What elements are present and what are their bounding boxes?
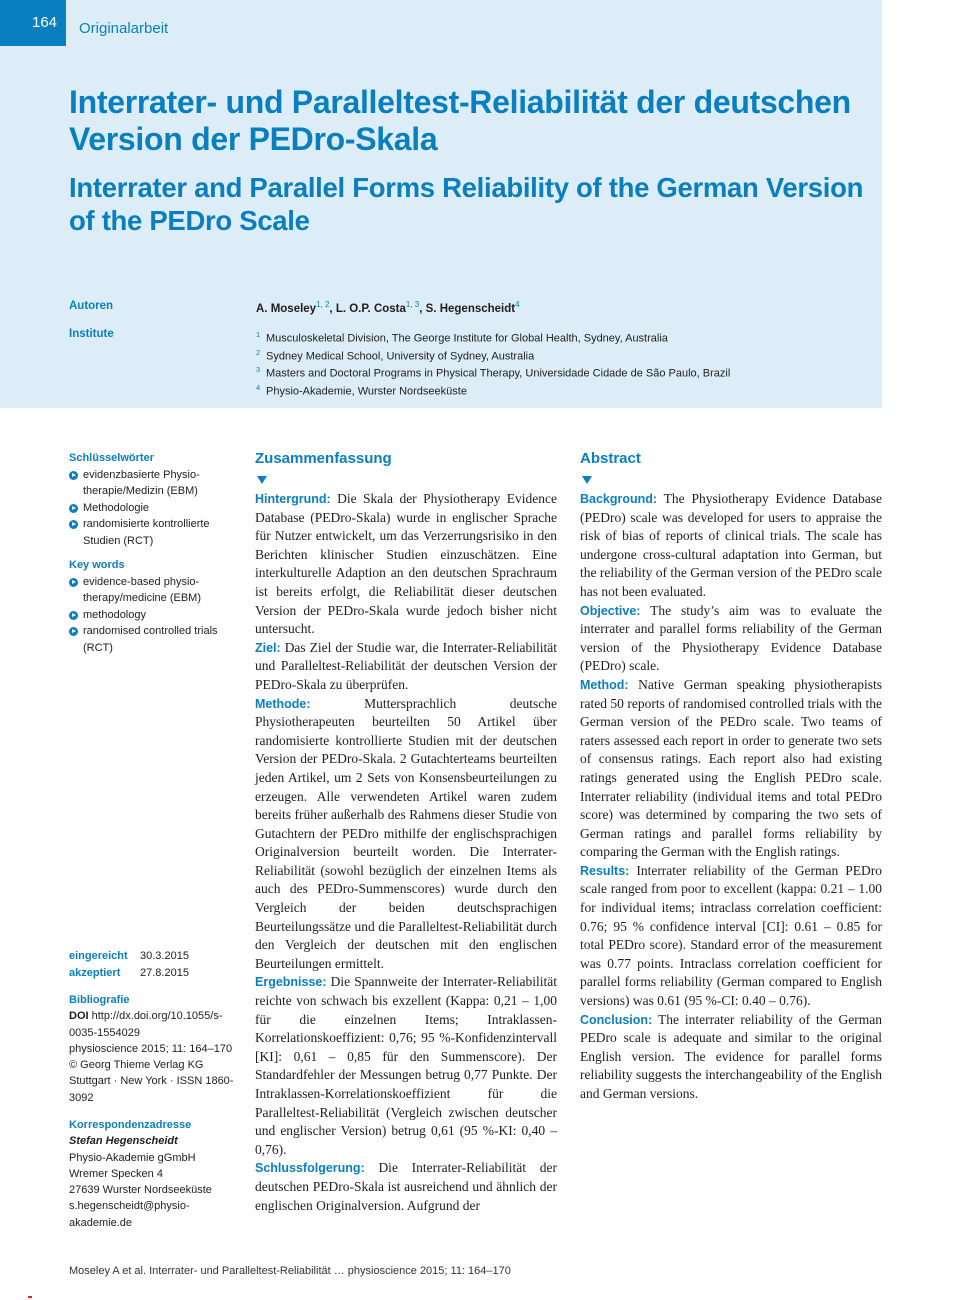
- keyword-text: Methodologie: [83, 501, 150, 514]
- section-label: Ergebnisse:: [255, 975, 327, 990]
- keyword-text: methodology: [83, 608, 146, 621]
- affiliation-marker: 1, 2: [316, 300, 330, 309]
- abstract-paragraph: [255, 695, 557, 974]
- bullet-arrow-icon: [69, 520, 78, 529]
- correspondence-name: Stefan Hegenscheidt: [69, 1135, 178, 1148]
- abstract-paragraph: [255, 1159, 557, 1215]
- correspondence-heading: Korrespondenzadresse: [69, 1119, 192, 1131]
- section-label: Method:: [580, 677, 629, 692]
- affiliation-marker: 4: [515, 300, 520, 309]
- keywords-sidebar: [69, 450, 234, 656]
- section-text: Interrater reliability of the German PEDro scale ranged from poor to excellent (kappa: 0.21 – 1.00 for individual items; intraclass correlation coefficient: 0.76; 95 % confidence interval [CI]: 0.61 – 0.85 for total PEDro score). Standard error of the measurement was 0.77 points. Intraclass correlation coefficient for parallel forms reliability (German compared to English versions) was 0.61 (95 %-CI: 0.40 – 0.76).: [580, 862, 882, 1009]
- email-link[interactable]: s.hegenscheidt@physio-akademie.de: [69, 1200, 190, 1229]
- institute-item: [256, 363, 876, 381]
- section-text: The study’s aim was to evaluate the interrater and parallel forms reliability of the German version of the Physiotherapy Evidence Database (PEDro) scale.: [580, 602, 882, 674]
- section-text: Die Interrater-Reliabilität der deutschen PEDro-Skala ist ausreichend und ähnlich der englischen Originalversion. Aufgrund der: [255, 1160, 557, 1213]
- institute-text: Physio-Akademie, Wurster Nordseeküste: [266, 385, 467, 398]
- title-banner: [0, 0, 882, 408]
- page-number: 164: [0, 0, 66, 46]
- section-label: Background:: [580, 492, 658, 506]
- keyword-item: [69, 574, 234, 607]
- abstract-english: [580, 450, 882, 1104]
- institute-list: [256, 328, 876, 399]
- section-label: Methode:: [255, 696, 311, 711]
- section-label: Hintergrund:: [255, 492, 331, 506]
- section-label: Originalarbeit: [79, 20, 169, 37]
- section-text: Die Spannweite der Interrater-Reliabilität reichte von schwach bis exzellent (Kappa: 0,21 – 1,00 für die einzelnen Items; Intraklassen-Korrelationskoeffizient: 0,76; 95 %-Konfidenzintervall [KI]: 0,61 – 0,85 für den Summenscore). Der Standardfehler der Messungen betrug 0,77 Punkte. Der Intraklassen-Korrelationskoeffizient für die Paralleltest-Reliabilität (Vergleich zwischen deutscher und englischer Version) betrug 0,61 (95 %-KI: 0,40 – 0,76).: [255, 974, 557, 1157]
- section-text: Die Skala der Physiotherapy Evidence Database (PEDro-Skala) wurde in englischer Sprache für Nutzer entwickelt, um das Verzerrungsrisiko in den Berichten klinischer Studien einzuschätzen. Eine interkulturelle Adaption an den deutschen Sprachraum ist bereits erfolgt, die Reliabilität dieser deutschen Version der PEDro-Skala wurde jedoch bisher nicht untersucht.: [255, 491, 557, 637]
- keyword-item: [69, 467, 234, 500]
- citation: physioscience 2015; 11: 164–170 © Georg Thieme Verlag KG Stuttgart · New York · ISSN 1860-3092: [69, 1042, 234, 1104]
- affiliation-marker: 1, 3: [405, 300, 420, 309]
- section-label: Results:: [580, 863, 630, 878]
- doi-label: DOI: [69, 1010, 89, 1023]
- author-name: S. Hegenscheidt: [425, 302, 516, 315]
- institute-item: [256, 381, 876, 399]
- author-name: A. Moseley: [256, 302, 317, 315]
- institute-number: 3: [256, 365, 261, 375]
- crop-mark: [28, 1296, 32, 1298]
- section-text: Das Ziel der Studie war, die Interrater-Reliabilität und Paralleltest-Reliabilität der deutschen Version der PEDro-Skala zu überprüfen.: [255, 639, 557, 692]
- keyword-item: [69, 623, 234, 656]
- institute-number: 2: [256, 347, 261, 357]
- submission-dates: [69, 948, 189, 981]
- address-line: Wremer Specken 4: [69, 1167, 163, 1180]
- keywords-de-heading: Schlüsselwörter: [69, 452, 154, 464]
- institute-text: Masters and Doctoral Programs in Physical Therapy, Universidade Cidade de São Paulo, Brazil: [266, 367, 731, 380]
- keyword-item: [69, 516, 234, 549]
- abstract-paragraph: [255, 639, 557, 695]
- abstract-paragraph: [255, 490, 557, 639]
- title-german: Interrater- und Paralleltest-Reliabilität der deutschen Version der PEDro-Skala: [69, 84, 851, 157]
- bullet-arrow-icon: [69, 578, 78, 587]
- institute-number: 1: [256, 330, 261, 339]
- abstract-paragraph: [255, 973, 557, 1159]
- keyword-text: evidence-based physio-therapy/medicine (EBM): [83, 575, 201, 604]
- institute-text: Sydney Medical School, University of Sydney, Australia: [266, 350, 535, 363]
- abstract-german: [255, 450, 557, 1215]
- institute-text: Musculoskeletal Division, The George Institute for Global Health, Sydney, Australia: [266, 332, 668, 345]
- doi-link[interactable]: http://dx.doi.org/10.1055/s-0035-1554029: [69, 1010, 223, 1039]
- author-name: L. O.P. Costa: [335, 302, 406, 315]
- author-list: A. Moseley$^{1, 2}$, L. O.P. Costa$^{1, 3}$, S. Hegenscheidt$^4$: [256, 300, 520, 315]
- received-date: 30.3.2015: [140, 950, 189, 962]
- bullet-arrow-icon: [69, 627, 78, 636]
- keyword-item: [69, 500, 234, 517]
- keyword-text: randomisierte kontrollierte Studien (RCT): [83, 518, 210, 547]
- section-text: The interrater reliability of the German PEDro scale is adequate and similar to the original English version. The evidence for parallel forms reliability suggests the interchangeability of the English and German versions.: [580, 1011, 882, 1101]
- institute-item: [256, 328, 876, 346]
- abstract-en-heading: Abstract: [580, 450, 641, 467]
- bullet-arrow-icon: [69, 471, 78, 480]
- accepted-label: akzeptiert: [69, 966, 121, 979]
- address-line: 27639 Wurster Nordseeküste: [69, 1184, 212, 1197]
- bibliography-heading: Bibliografie: [69, 994, 130, 1006]
- triangle-down-icon: [257, 476, 267, 484]
- abstract-paragraph: [580, 862, 882, 1011]
- running-footer: Moseley A et al. Interrater- und Paralleltest-Reliabilität … physioscience 2015; 11: 164–170: [69, 1265, 511, 1277]
- correspondence: [69, 1117, 239, 1231]
- institute-number: 4: [256, 382, 261, 392]
- received-label: eingereicht: [69, 950, 128, 962]
- bullet-arrow-icon: [69, 611, 78, 620]
- section-label: Schlussfolgerung:: [255, 1161, 365, 1176]
- section-text: Native German speaking physiotherapists rated 50 reports of randomised controlled trials with the German version of the PEDro scale. Two teams of raters assessed each report in order to generate two sets of consensus ratings. Each report also had existing ratings generated using the English PEDro scale. Interrater reliability (individual items and total PEDro score) was determined by comparing the two sets of German ratings and parallel forms reliability by comparing the German with the English ratings.: [580, 676, 882, 860]
- keyword-text: randomised controlled trials (RCT): [83, 625, 218, 654]
- abstract-paragraph: [580, 490, 882, 602]
- keywords-en-heading: Key words: [69, 559, 125, 571]
- section-text: The Physiotherapy Evidence Database (PEDro) scale was developed for users to appraise the risk of bias of reports of clinical trials. The scale has undergone cross-cultural adaptation into German, but the reliability of the German version of the PEDro scale has not been evaluated.: [580, 491, 882, 599]
- accepted-date: 27.8.2015: [140, 966, 189, 979]
- triangle-down-icon: [582, 476, 592, 484]
- bibliography: [69, 992, 239, 1106]
- section-text: Muttersprachlich deutsche Physiotherapeuten beurteilten 50 Artikel über randomisierte kontrollierte Studien mit der deutschen Version der PEDro-Skala. 2 Gutachterteams beurteilten jeden Artikel, um 2 Sets von Konsensbeurteilungen zu erzeugen. Alle verwendeten Artikel waren zudem bereits früher außerhalb des Rahmens dieser Studie von Gutachtern der PEDro mithilfe der englischsprachigen Originalversion beurteilt worden. Die Interrater-Reliabilität (sowohl bezüglich der einzelnen Items als auch des PEDro-Summenscores) wurde durch den Vergleich der beiden deutschsprachigen Beurteilungssätze und die Paralleltest-Reliabilität durch den Vergleich der deutschen mit den englischen Beurteilungen ermittelt.: [255, 695, 558, 971]
- section-label: Objective:: [580, 603, 641, 618]
- section-label: Conclusion:: [580, 1012, 653, 1027]
- bullet-arrow-icon: [69, 504, 78, 513]
- address-line: Physio-Akademie gGmbH: [69, 1151, 196, 1164]
- keyword-text: evidenzbasierte Physio-therapie/Medizin (EBM): [83, 468, 200, 497]
- keyword-item: [69, 607, 234, 624]
- section-label: Ziel:: [255, 640, 281, 655]
- abstract-paragraph: [580, 602, 882, 676]
- institutes-label: Institute: [69, 328, 114, 340]
- title-english: Interrater and Parallel Forms Reliability of the German Version of the PEDro Scale: [69, 172, 864, 236]
- abstract-paragraph: [580, 676, 882, 862]
- institute-item: [256, 346, 876, 364]
- abstract-de-heading: Zusammenfassung: [255, 450, 392, 467]
- abstract-paragraph: [580, 1011, 882, 1104]
- authors-label: Autoren: [69, 300, 114, 312]
